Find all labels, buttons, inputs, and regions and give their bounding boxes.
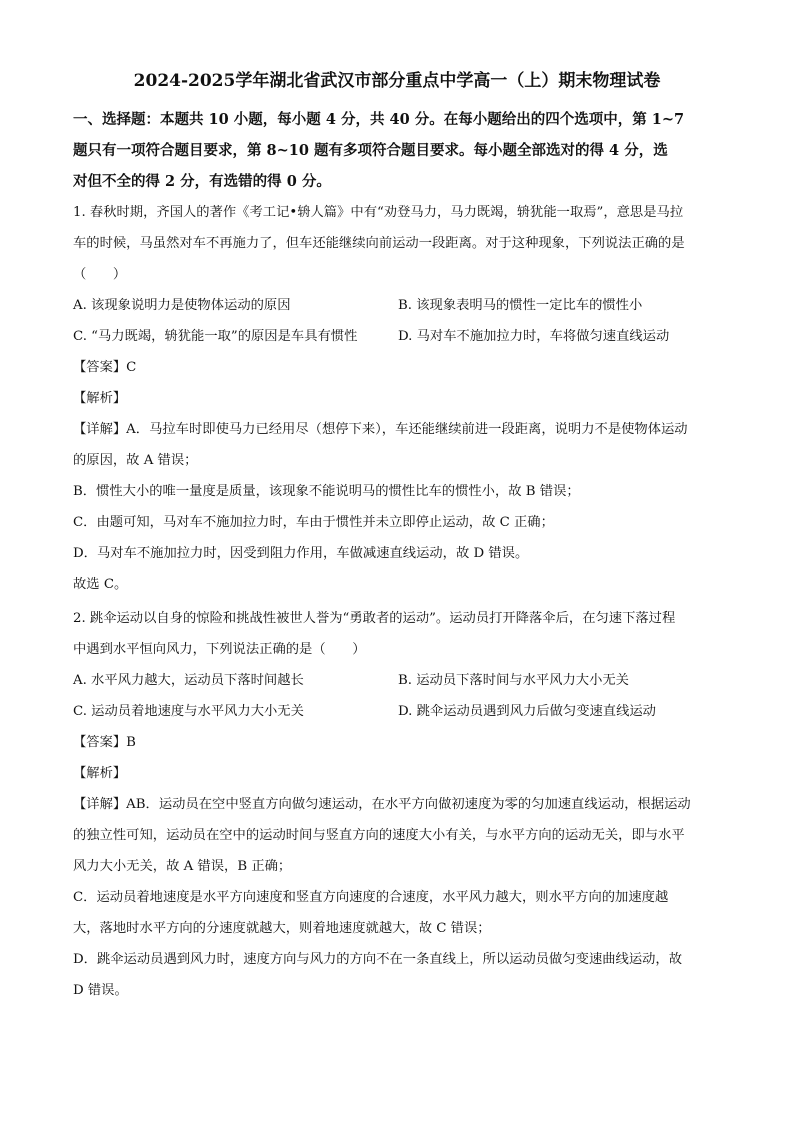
q2-option-b: B. 运动员下落时间与水平风力大小无关 xyxy=(398,673,629,688)
q1-stem-line: （ ） xyxy=(73,267,127,282)
q2-detail-line: D 错误。 xyxy=(73,983,128,998)
section-heading-line: 一、选择题：本题共 10 小题，每小题 4 分，共 40 分。在每小题给出的四个选项中，第 1~7 xyxy=(73,111,685,128)
q2-detail-line: 的独立性可知，运动员在空中的运动时间与竖直方向的速度大小有关，与水平方向的运动无关，即与水平 xyxy=(73,828,685,843)
q1-option-d: D. 马对车不施加拉力时，车将做匀速直线运动 xyxy=(398,329,670,344)
section-heading xyxy=(73,104,723,197)
q2-detail-line: 风力大小无关，故 A 错误，B 正确； xyxy=(73,859,292,874)
q1-answer: 【答案】C xyxy=(73,360,137,375)
q2-option-c: C. 运动员着地速度与水平风力大小无关 xyxy=(73,704,304,719)
q2-options-row xyxy=(73,696,723,727)
q2-answer: 【答案】B xyxy=(73,735,136,750)
q1-analysis-label: 【解析】 xyxy=(73,391,127,406)
page-title: 2024-2025学年湖北省武汉市部分重点中学高一（上）期末物理试卷 xyxy=(133,71,661,91)
q1-detail-line: 的原因，故 A 错误； xyxy=(73,453,198,468)
q2-option-a: A. 水平风力越大，运动员下落时间越长 xyxy=(73,673,304,688)
q1-option-b: B. 该现象表明马的惯性一定比车的惯性小 xyxy=(398,298,643,313)
q1-options-row xyxy=(73,321,723,352)
q1-option-a: A. 该现象说明力是使物体运动的原因 xyxy=(73,298,291,313)
q2-stem-line: 中遇到水平恒向风力，下列说法正确的是（ ） xyxy=(73,642,366,657)
q1-detail-line: B．惯性大小的唯一量度是质量，该现象不能说明马的惯性比车的惯性小，故 B 错误； xyxy=(73,484,580,499)
q1-stem-line: 1. 春秋时期，齐国人的著作《考工记•辀人篇》中有“劝登马力，马力既竭，辀犹能一取焉”，意思是马拉 xyxy=(73,205,684,220)
question-1 xyxy=(73,197,723,600)
q1-detail-line: C．由题可知，马对车不施加拉力时，车由于惯性并未立即停止运动，故 C 正确； xyxy=(73,515,554,530)
q1-detail-line: 【详解】A．马拉车时即使马力已经用尽（想停下来），车还能继续前进一段距离，说明力不是使物体运动 xyxy=(73,422,688,437)
q2-analysis-label: 【解析】 xyxy=(73,766,127,781)
q2-stem-line: 2. 跳伞运动以自身的惊险和挑战性被世人誉为“勇敢者的运动”。运动员打开降落伞后，在匀速下落过程 xyxy=(73,611,676,626)
q2-options-row xyxy=(73,665,723,696)
q1-conclusion: 故选 C。 xyxy=(73,577,128,592)
section-heading-line: 对但不全的得 2 分，有选错的得 0 分。 xyxy=(73,173,331,190)
q2-option-d: D. 跳伞运动员遇到风力后做匀变速直线运动 xyxy=(398,704,656,719)
question-2 xyxy=(73,603,723,1006)
q2-detail-line: 大，落地时水平方向的分速度就越大，则着地速度就越大，故 C 错误； xyxy=(73,921,491,936)
q1-stem-line: 车的时候，马虽然对车不再施力了，但车还能继续向前运动一段距离。对于这种现象，下列说法正确的是 xyxy=(73,236,685,251)
q1-options-row xyxy=(73,290,723,321)
section-heading-line: 题只有一项符合题目要求，第 8~10 题有多项符合题目要求。每小题全部选对的得 4 分，选 xyxy=(73,142,668,159)
q2-detail-line: D．跳伞运动员遇到风力时，速度方向与风力的方向不在一条直线上，所以运动员做匀变速曲线运动，故 xyxy=(73,952,683,967)
q1-detail-line: D．马对车不施加拉力时，因受到阻力作用，车做减速直线运动，故 D 错误。 xyxy=(73,546,529,561)
q1-option-c: C. “马力既竭，辀犹能一取”的原因是车具有惯性 xyxy=(73,329,358,344)
q2-detail-line: C．运动员着地速度是水平方向速度和竖直方向速度的合速度，水平风力越大，则水平方向的加速度越 xyxy=(73,890,669,905)
q2-detail-line: 【详解】AB．运动员在空中竖直方向做匀速运动，在水平方向做初速度为零的匀加速直线运动，根据运动 xyxy=(73,797,691,812)
